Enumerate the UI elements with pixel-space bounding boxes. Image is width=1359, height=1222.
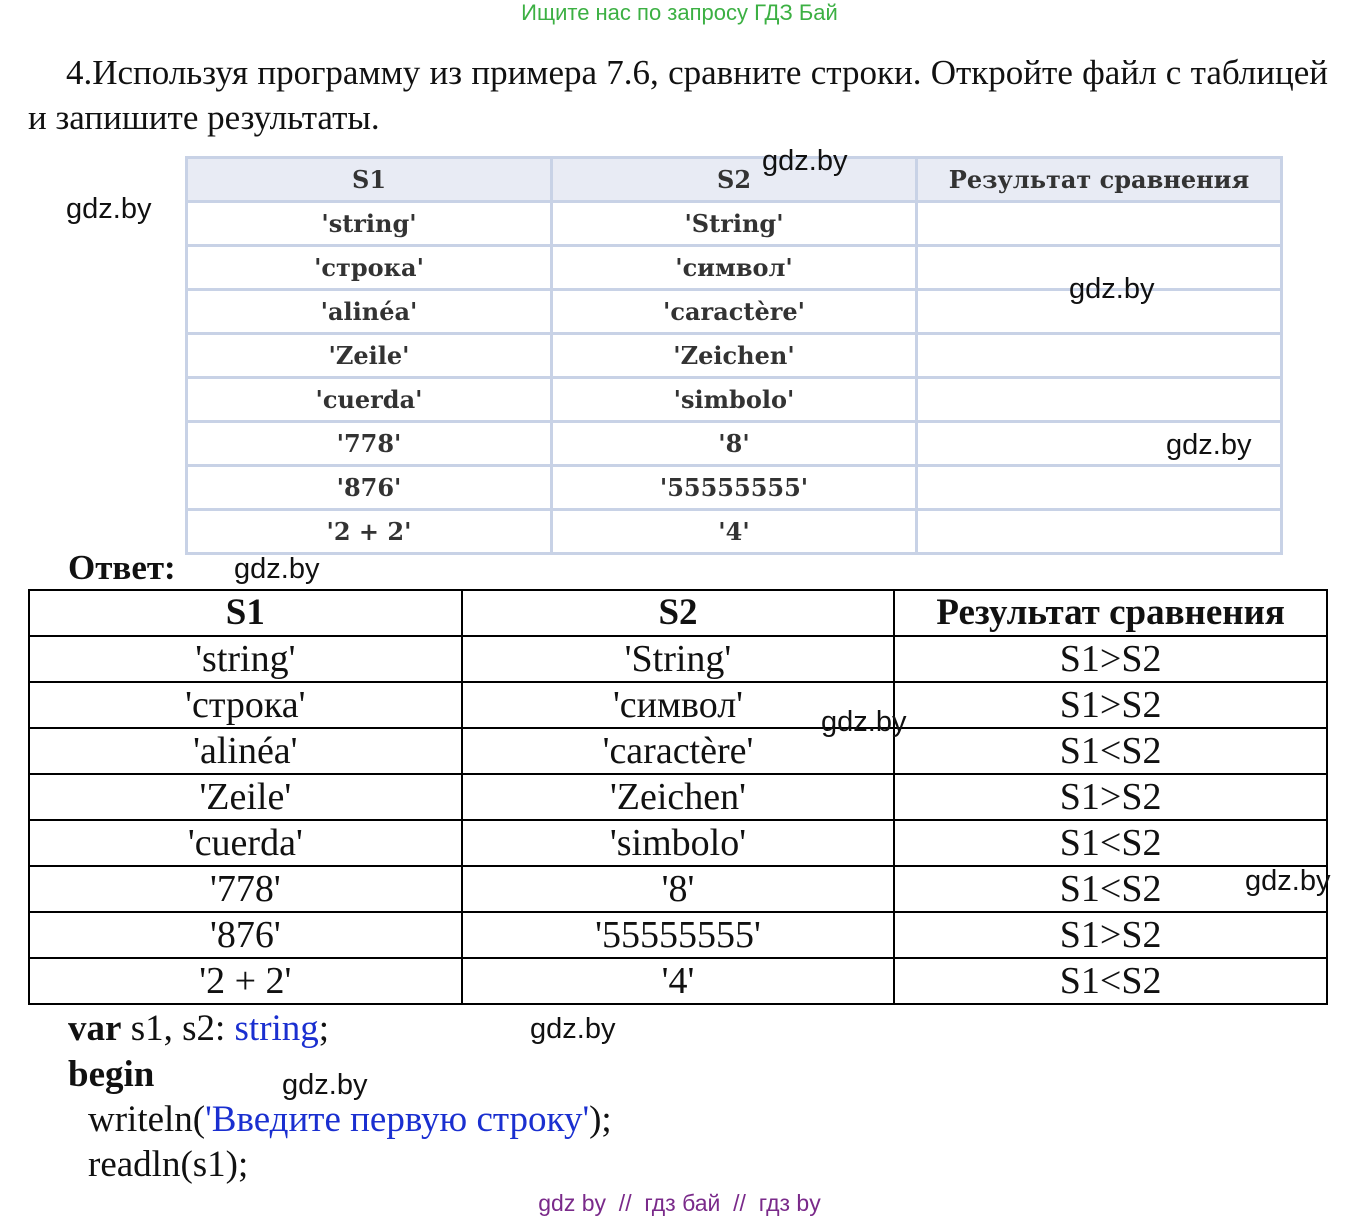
table-cell: 'Zeile'	[29, 774, 462, 820]
table-cell: 'caractère'	[552, 290, 917, 334]
table-cell: '4'	[552, 510, 917, 554]
code-line-3	[88, 1097, 612, 1143]
table-cell: 'simbolo'	[462, 820, 895, 866]
code-type: string	[234, 1008, 319, 1049]
answer-table	[28, 589, 1331, 1005]
table-cell: S1>S2	[894, 636, 1327, 682]
table-cell: '2 + 2'	[187, 510, 552, 554]
table-cell: S1<S2	[894, 866, 1327, 912]
table-row	[187, 510, 1282, 554]
table-cell: 'символ'	[462, 682, 895, 728]
table-cell	[917, 334, 1282, 378]
watermark: gdz.by	[1245, 865, 1331, 897]
table-cell: S1>S2	[894, 682, 1327, 728]
table-cell: 'string'	[29, 636, 462, 682]
table-cell: 'строка'	[187, 246, 552, 290]
table-cell: '4'	[462, 958, 895, 1004]
watermark: gdz.by	[282, 1069, 368, 1101]
watermark: gdz.by	[66, 193, 152, 225]
table-row	[29, 636, 1327, 682]
table-row	[187, 466, 1282, 510]
watermark: gdz.by	[821, 706, 907, 738]
textbook-table-header	[187, 158, 1282, 202]
table-cell: '876'	[187, 466, 552, 510]
code-line-1	[68, 1006, 329, 1052]
table-cell: '876'	[29, 912, 462, 958]
table-cell: '8'	[552, 422, 917, 466]
table-cell: '778'	[187, 422, 552, 466]
table-cell	[917, 202, 1282, 246]
table-cell: 'символ'	[552, 246, 917, 290]
answer-label: Ответ:	[68, 548, 176, 587]
table-row	[187, 334, 1282, 378]
watermark: gdz.by	[1069, 273, 1155, 305]
table-cell: '55555555'	[552, 466, 917, 510]
table-cell	[917, 378, 1282, 422]
code-text: writeln(	[88, 1099, 206, 1140]
table-cell: 'simbolo'	[552, 378, 917, 422]
table-row	[29, 774, 1327, 820]
table-cell: 'alinéa'	[29, 728, 462, 774]
table-row	[29, 912, 1327, 958]
header-cell: S1	[187, 158, 552, 202]
code-string: 'Введите первую строку'	[205, 1099, 590, 1140]
code-keyword: var	[68, 1008, 122, 1049]
table-cell	[917, 466, 1282, 510]
table-cell: S1>S2	[894, 912, 1327, 958]
table-row	[29, 866, 1327, 912]
table-cell: S1<S2	[894, 820, 1327, 866]
table-cell: 'Zeile'	[187, 334, 552, 378]
table-cell: S1<S2	[894, 958, 1327, 1004]
footer: gdz by // гдз бай // гдз by	[538, 1190, 821, 1216]
table-cell: 'Zeichen'	[462, 774, 895, 820]
table-row	[29, 958, 1327, 1004]
watermark: gdz.by	[762, 145, 848, 177]
code-text: s1, s2:	[121, 1008, 235, 1049]
table-cell: 'alinéa'	[187, 290, 552, 334]
table-row	[29, 728, 1327, 774]
table-row	[187, 202, 1282, 246]
textbook-table	[185, 156, 1283, 555]
table-cell: '8'	[462, 866, 895, 912]
code-line-4: readln(s1);	[88, 1144, 249, 1185]
table-cell: 'Zeichen'	[552, 334, 917, 378]
watermark: gdz.by	[1166, 429, 1252, 461]
table-cell: 'cuerda'	[29, 820, 462, 866]
watermark: gdz.by	[234, 553, 320, 585]
header-cell: S2	[552, 158, 917, 202]
table-cell: 'cuerda'	[187, 378, 552, 422]
table-cell: '55555555'	[462, 912, 895, 958]
watermark: gdz.by	[530, 1013, 616, 1045]
header-cell: Результат сравнения	[894, 590, 1327, 636]
table-row	[187, 378, 1282, 422]
header-cell: S2	[462, 590, 895, 636]
header-cell: Результат сравнения	[917, 158, 1282, 202]
header-cell: S1	[29, 590, 462, 636]
table-cell: 'caractère'	[462, 728, 895, 774]
table-cell: S1>S2	[894, 774, 1327, 820]
code-line-2: begin	[68, 1054, 155, 1095]
answer-table-header	[29, 590, 1327, 636]
code-text: );	[589, 1099, 612, 1140]
code-text: ;	[318, 1008, 330, 1049]
table-cell: '2 + 2'	[29, 958, 462, 1004]
table-cell: S1<S2	[894, 728, 1327, 774]
table-cell: 'string'	[187, 202, 552, 246]
table-cell: 'String'	[552, 202, 917, 246]
table-row	[187, 422, 1282, 466]
table-row	[29, 820, 1327, 866]
table-cell: 'String'	[462, 636, 895, 682]
table-cell: 'строка'	[29, 682, 462, 728]
top-banner: Ищите нас по запросу ГДЗ Бай	[521, 0, 838, 25]
table-row	[29, 682, 1327, 728]
table-cell: '778'	[29, 866, 462, 912]
task-text: 4.Используя программу из примера 7.6, сравните строки. Откройте файл с таблицей и запишите результаты.	[28, 53, 1328, 137]
table-cell	[917, 510, 1282, 554]
